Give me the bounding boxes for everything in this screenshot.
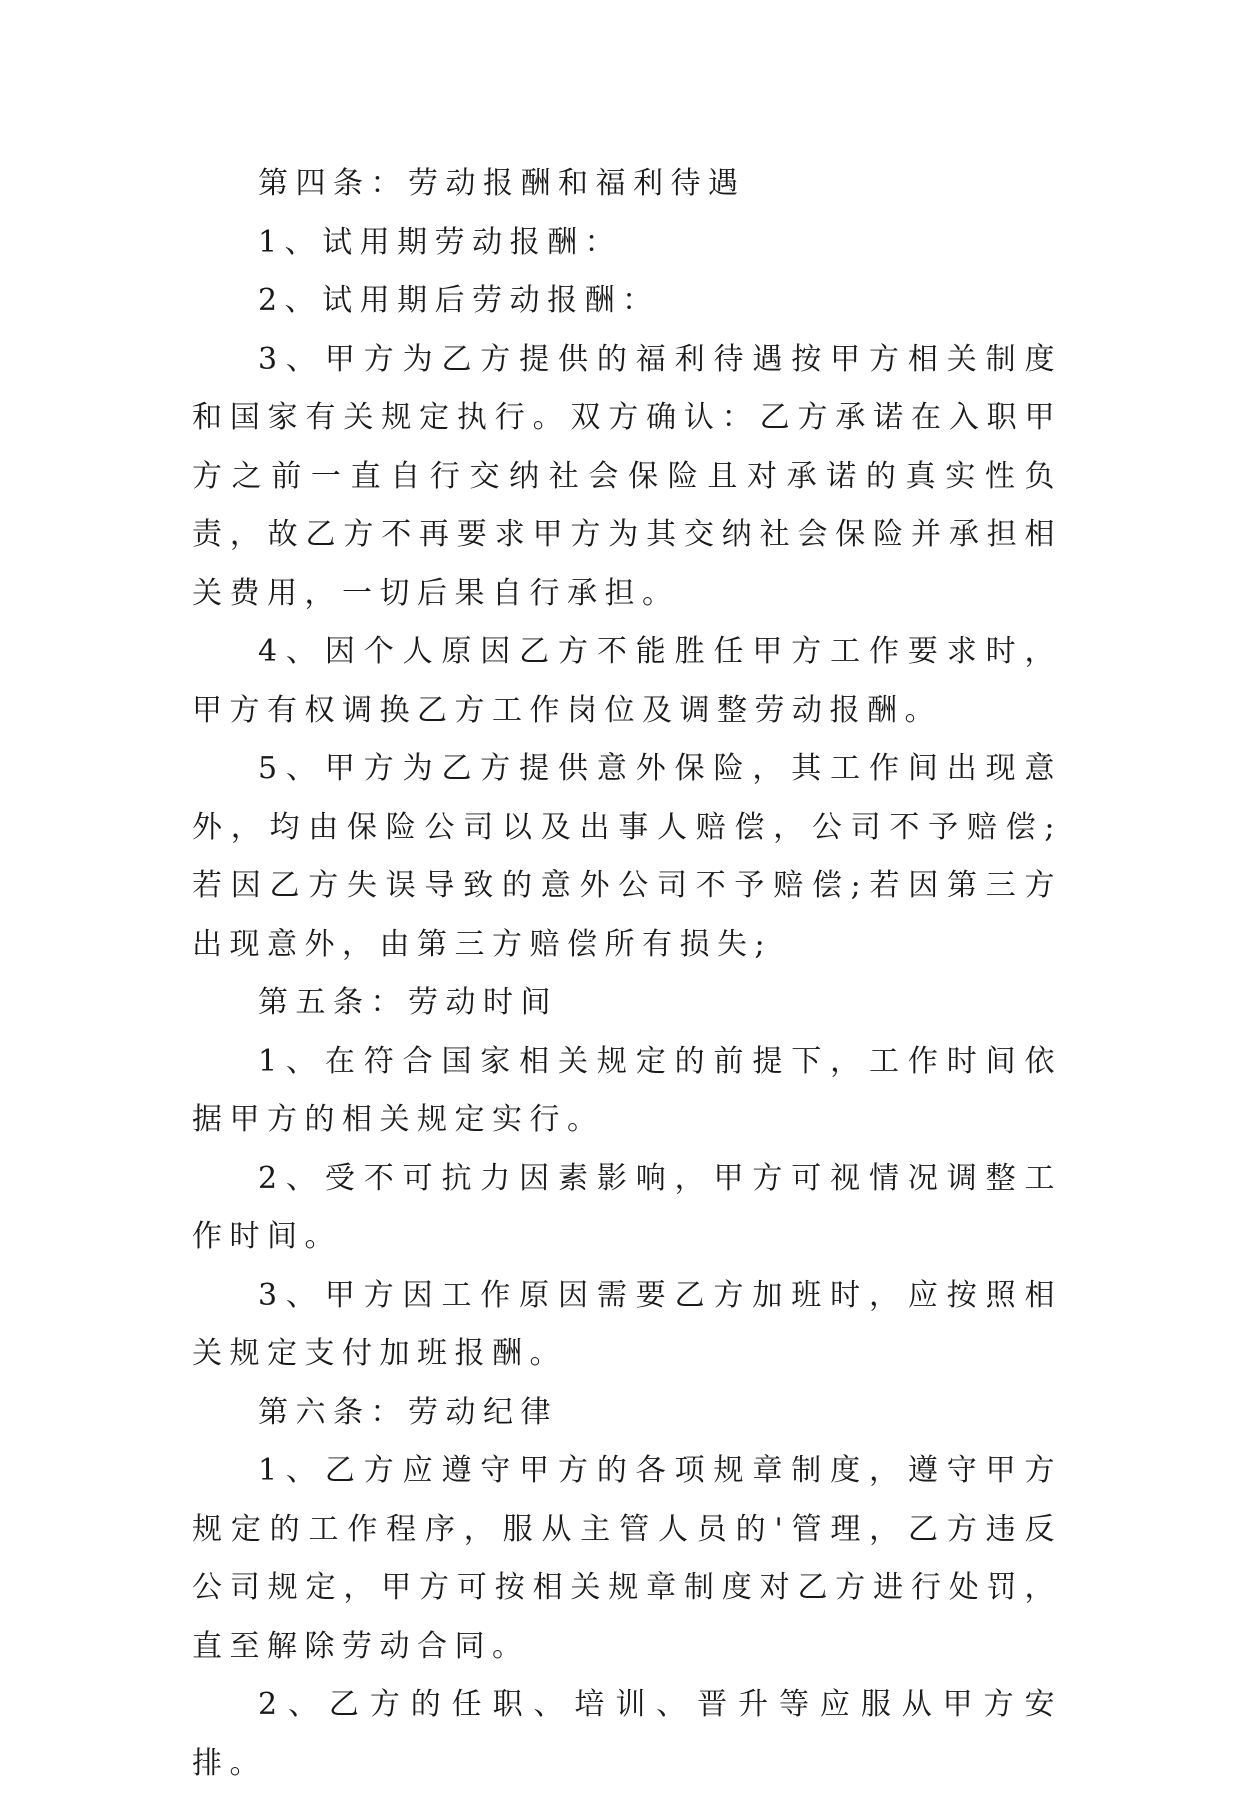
article-5-item-1: 1、在符合国家相关规定的前提下，工作时间依据甲方的相关规定实行。: [192, 1043, 1062, 1137]
article-4-item-2: 2、试用期后劳动报酬：: [258, 283, 660, 318]
article-5-item-2: 2、受不可抗力因素影响，甲方可视情况调整工作时间。: [192, 1160, 1062, 1254]
article-4-item-3: 3、甲方为乙方提供的福利待遇按甲方相关制度和国家有关规定执行。双方确认：乙方承诺在入职甲方之前一直自行交纳社会保险且对承诺的真实性负责，故乙方不再要求甲方为其交纳社会保险并承担相关费用，一切后果自行承担。: [192, 341, 1062, 611]
article-6-item-1: 1、乙方应遵守甲方的各项规章制度，遵守甲方规定的工作程序，服从主管人员的'管理，乙方违反公司规定，甲方可按相关规章制度对乙方进行处罚，直至解除劳动合同。: [192, 1453, 1062, 1664]
document-body: [192, 155, 1062, 1793]
article-4-item-1: 1、试用期劳动报酬：: [258, 224, 623, 260]
article-5-item-3: 3、甲方因工作原因需要乙方加班时，应按照相关规定支付加班报酬。: [192, 1277, 1062, 1371]
article-6-item-2: 2、乙方的任职、培训、晋升等应服从甲方安排。: [192, 1687, 1062, 1781]
article-4-heading: 第四条：劳动报酬和福利待遇: [258, 166, 746, 201]
article-4-item-4: 4、因个人原因乙方不能胜任甲方工作要求时，甲方有权调换乙方工作岗位及调整劳动报酬。: [192, 634, 1062, 728]
article-6-heading: 第六条：劳动纪律: [258, 1394, 558, 1430]
article-5-heading: 第五条：劳动时间: [258, 985, 558, 1020]
article-4-item-5: 5、甲方为乙方提供意外保险，其工作间出现意外，均由保险公司以及出事人赔偿，公司不予赔偿;若因乙方失误导致的意外公司不予赔偿;若因第三方出现意外，由第三方赔偿所有损失;: [192, 751, 1062, 962]
